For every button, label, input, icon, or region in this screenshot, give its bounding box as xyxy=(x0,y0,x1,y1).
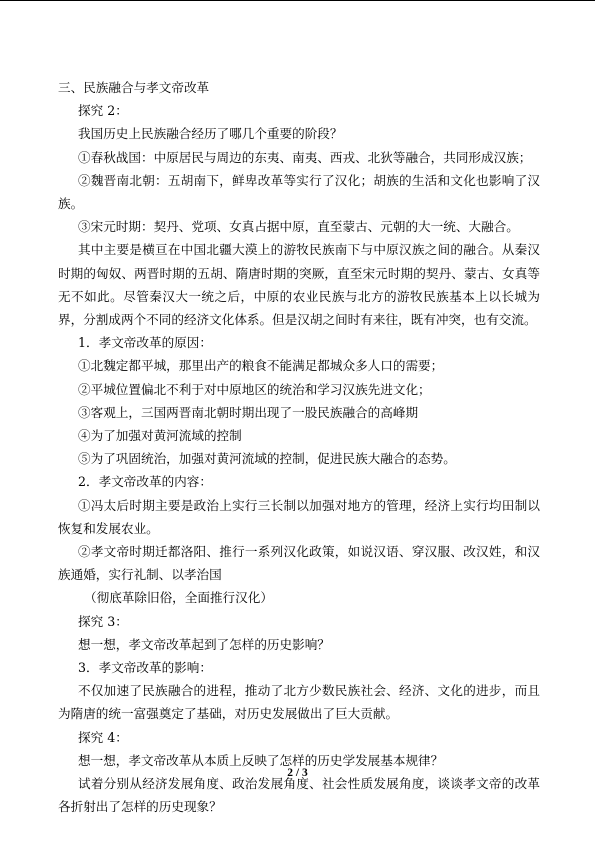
question-text: 想一想，孝文帝改革起到了怎样的历史影响？ xyxy=(78,636,330,652)
inquiry-label: 探究 3： xyxy=(78,613,128,629)
list-item: ②平城位置偏北不利于对中原地区的统治和学习汉族先进文化； xyxy=(78,381,431,397)
note-text: （彻底革除旧俗，全面推行汉化） xyxy=(84,590,273,606)
top-rule xyxy=(0,0,595,1)
list-item: ②孝文帝时期迁都洛阳、推行一系列汉化政策，如说汉语、穿汉服、改汉姓，和汉族通婚，实行礼制、以孝治国 xyxy=(58,544,540,583)
question-text: 想一想，孝文帝改革从本质上反映了怎样的历史学发展基本规律？ xyxy=(78,752,444,768)
list-item: ③客观上，三国两晋南北朝时期出现了一股民族融合的高峰期 xyxy=(78,404,419,420)
question-text: 我国历史上民族融合经历了哪几个重要的阶段？ xyxy=(78,126,343,142)
subheading: 1．孝文帝改革的原因： xyxy=(78,335,212,351)
subheading: 2．孝文帝改革的内容： xyxy=(78,474,212,490)
page-number: 2 / 3 xyxy=(287,767,308,779)
inquiry-label: 探究 4： xyxy=(78,729,128,745)
list-item: ⑤为了巩固统治，加强对黄河流域的控制，促进民族大融合的态势。 xyxy=(78,451,456,467)
list-item: ④为了加强对黄河流域的控制 xyxy=(78,428,242,444)
document-body xyxy=(58,76,540,819)
inquiry-label: 探究 2： xyxy=(78,103,128,119)
body-paragraph: 其中主要是横亘在中国北疆大漠上的游牧民族南下与中原汉族之间的融合。从秦汉时期的匈奴、两晋时期的五胡、隋唐时期的突厥，直至宋元时期的契丹、蒙古、女真等无不如此。尽管秦汉大一统之后，中原的农业民族与北方的游牧民族基本上以长城为界，分割成两个不同的经济文化体系。但是汉胡之间时有来往，既有冲突，也有交流。 xyxy=(58,242,540,328)
list-item: ①北魏定都平城，那里出产的粮食不能满足都城众多人口的需要； xyxy=(78,358,444,374)
list-item: ①冯太后时期主要是政治上实行三长制以加强对地方的管理，经济上实行均田制以恢复和发展农业。 xyxy=(58,497,540,536)
list-item: ②魏晋南北朝：五胡南下，鲜卑改革等实行了汉化；胡族的生活和文化也影响了汉族。 xyxy=(58,172,540,212)
subheading: 3．孝文帝改革的影响： xyxy=(78,660,212,676)
body-paragraph: 不仅加速了民族融合的进程，推动了北方少数民族社会、经济、文化的进步，而且为隋唐的统一富强奠定了基础，对历史发展做出了巨大贡献。 xyxy=(58,683,540,722)
section-heading: 三、民族融合与孝文帝改革 xyxy=(58,80,210,95)
body-paragraph: 试着分别从经济发展角度、政治发展角度、社会性质发展角度，谈谈孝文帝的改革各折射出了怎样的历史现象？ xyxy=(58,776,540,815)
list-item: ③宋元时期：契丹、党项、女真占据中原，直至蒙古、元朝的大一统、大融合。 xyxy=(78,219,519,235)
list-item: ①春秋战国：中原居民与周边的东夷、南夷、西戎、北狄等融合，共同形成汉族； xyxy=(78,149,532,165)
